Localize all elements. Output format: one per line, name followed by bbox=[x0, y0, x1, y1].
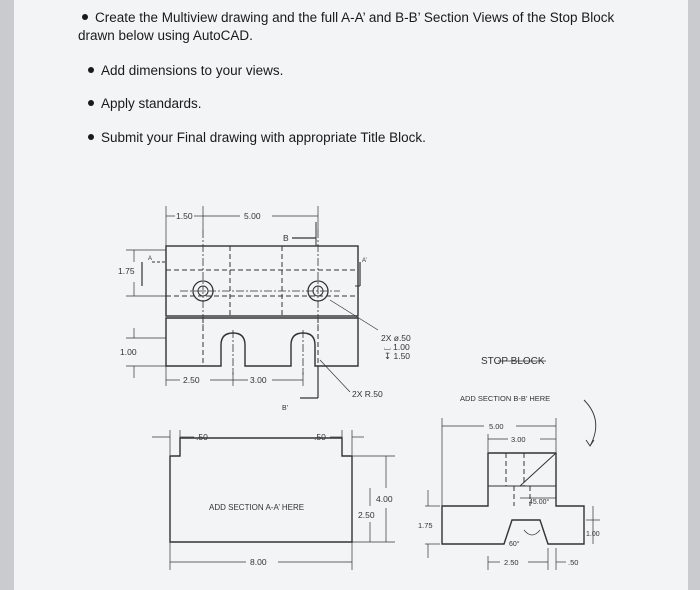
front-dim-50-left: .50 bbox=[196, 432, 208, 442]
dim-175-left: 1.75 bbox=[118, 266, 135, 276]
dim-100-left: 1.00 bbox=[120, 347, 137, 357]
section-aa-outline bbox=[170, 438, 352, 542]
front-dim-50-right: .50 bbox=[314, 432, 326, 442]
dim-300-bottom: 3.00 bbox=[250, 375, 267, 385]
label-a: A bbox=[148, 256, 153, 262]
top-view bbox=[142, 222, 360, 330]
section-aa-view bbox=[152, 430, 395, 570]
label-b: B bbox=[283, 233, 289, 243]
arrow-to-view bbox=[584, 400, 596, 446]
side-dim-250: 2.50 bbox=[504, 558, 519, 567]
instruction-text-1: Create the Multiview drawing and the full A-A’ and B-B’ Section Views of the Stop Block bbox=[95, 10, 615, 25]
side-dim-45: 45.00° bbox=[529, 499, 550, 506]
dim-150: 1.50 bbox=[176, 211, 193, 221]
leader-line bbox=[320, 360, 350, 392]
front-view-outline bbox=[166, 318, 358, 366]
dim-500-top: 5.00 bbox=[244, 211, 261, 221]
radius-note: 2X R.50 bbox=[352, 389, 383, 399]
angle-arc bbox=[524, 530, 540, 535]
leader-line bbox=[330, 300, 378, 330]
instruction-line-2: drawn below using AutoCAD. bbox=[78, 28, 253, 43]
hole-note-1: 2X ø.50 bbox=[381, 333, 411, 343]
side-view-outline bbox=[442, 453, 584, 544]
front-dim-250: 2.50 bbox=[358, 510, 375, 520]
side-view-dimensions bbox=[425, 361, 600, 570]
side-dim-50: .50 bbox=[568, 558, 579, 567]
bullet-dimensions: Add dimensions to your views. bbox=[88, 62, 283, 80]
side-dim-300: 3.00 bbox=[511, 435, 526, 444]
label-b-prime: B’ bbox=[282, 405, 289, 412]
side-dim-175: 1.75 bbox=[418, 521, 433, 530]
side-dim-60: 60° bbox=[509, 541, 520, 548]
side-dim-500: 5.00 bbox=[489, 422, 504, 431]
drawing-title: STOP BLOCK bbox=[481, 356, 545, 367]
dim-250-bottom: 2.50 bbox=[183, 375, 200, 385]
front-dim-800: 8.00 bbox=[250, 557, 267, 567]
front-dim-400: 4.00 bbox=[376, 494, 393, 504]
bullet-standards: Apply standards. bbox=[88, 95, 202, 113]
side-dim-100: 1.00 bbox=[586, 531, 600, 538]
hole-note-3: ↧ 1.50 bbox=[384, 351, 411, 361]
add-section-aa-note: ADD SECTION A-A’ HERE bbox=[209, 503, 305, 512]
bullet-submit: Submit your Final drawing with appropriate Title Block. bbox=[88, 129, 426, 147]
section-aa-dimensions bbox=[152, 430, 395, 570]
label-a-prime: A’ bbox=[362, 258, 367, 264]
top-view-outline bbox=[166, 246, 358, 316]
edge-line bbox=[520, 453, 556, 486]
side-view bbox=[425, 361, 600, 570]
add-section-bb-note: ADD SECTION B-B’ HERE bbox=[460, 394, 551, 403]
hole-note-2: ⌴ 1.00 bbox=[384, 342, 410, 352]
